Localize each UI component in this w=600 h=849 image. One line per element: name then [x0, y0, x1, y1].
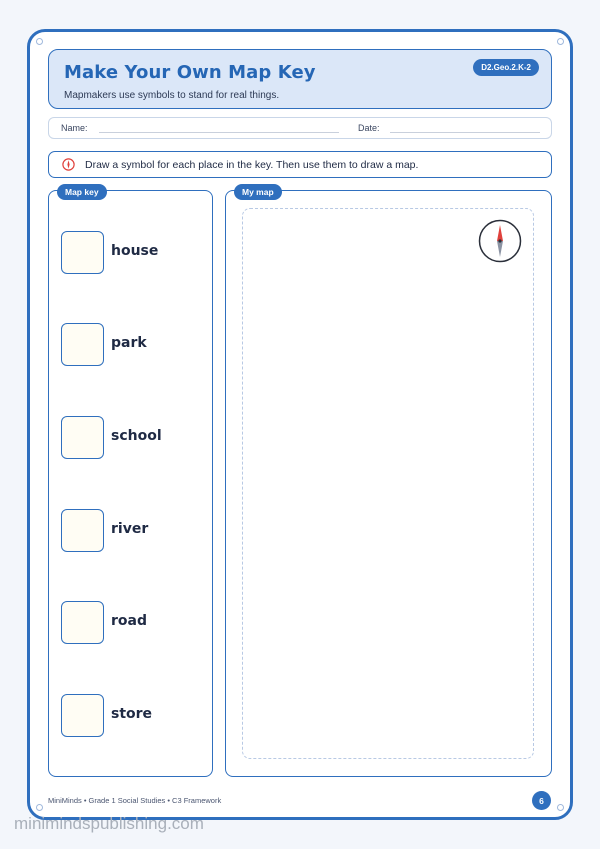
key-item-school: [61, 416, 211, 460]
worksheet-header: [48, 49, 552, 109]
key-item-road: [61, 601, 211, 645]
key-item-park: [61, 323, 211, 367]
compass-rose-icon: [478, 219, 522, 263]
date-label: Date:: [358, 123, 380, 133]
watermark: minimindspublishing.com: [14, 814, 204, 833]
symbol-draw-box[interactable]: [61, 323, 104, 366]
key-label: road: [111, 613, 147, 629]
corner-dot: [557, 38, 564, 45]
key-label: park: [111, 335, 147, 351]
key-item-store: [61, 694, 211, 738]
key-item-river: [61, 509, 211, 553]
map-key-tag: Map key: [57, 184, 107, 200]
map-drawing-area[interactable]: [242, 208, 534, 759]
date-line[interactable]: [390, 132, 540, 133]
key-item-house: [61, 231, 211, 275]
corner-dot: [36, 38, 43, 45]
symbol-draw-box[interactable]: [61, 231, 104, 274]
symbol-draw-box[interactable]: [61, 509, 104, 552]
key-label: river: [111, 521, 149, 537]
instruction-text: Draw a symbol for each place in the key. Then use them to draw a map.: [85, 159, 419, 171]
standard-badge: D2.Geo.2.K-2: [473, 59, 539, 76]
instruction-bar: [48, 151, 552, 178]
key-label: store: [111, 706, 153, 722]
compass-icon: [62, 158, 75, 171]
name-line[interactable]: [99, 132, 339, 133]
my-map-panel: [225, 187, 552, 777]
map-key-panel: [48, 187, 213, 777]
my-map-tag: My map: [234, 184, 282, 200]
key-label: school: [111, 428, 162, 444]
footer-text: MiniMinds • Grade 1 Social Studies • C3 Framework: [48, 796, 222, 805]
page-number-badge: 6: [532, 791, 551, 810]
symbol-draw-box[interactable]: [61, 601, 104, 644]
name-date-bar: [48, 117, 552, 139]
name-label: Name:: [61, 123, 88, 133]
corner-dot: [557, 804, 564, 811]
page-subtitle: Mapmakers use symbols to stand for real things.: [64, 90, 280, 101]
page-title: Make Your Own Map Key: [64, 62, 316, 83]
key-label: house: [111, 243, 159, 259]
symbol-draw-box[interactable]: [61, 694, 104, 737]
corner-dot: [36, 804, 43, 811]
symbol-draw-box[interactable]: [61, 416, 104, 459]
